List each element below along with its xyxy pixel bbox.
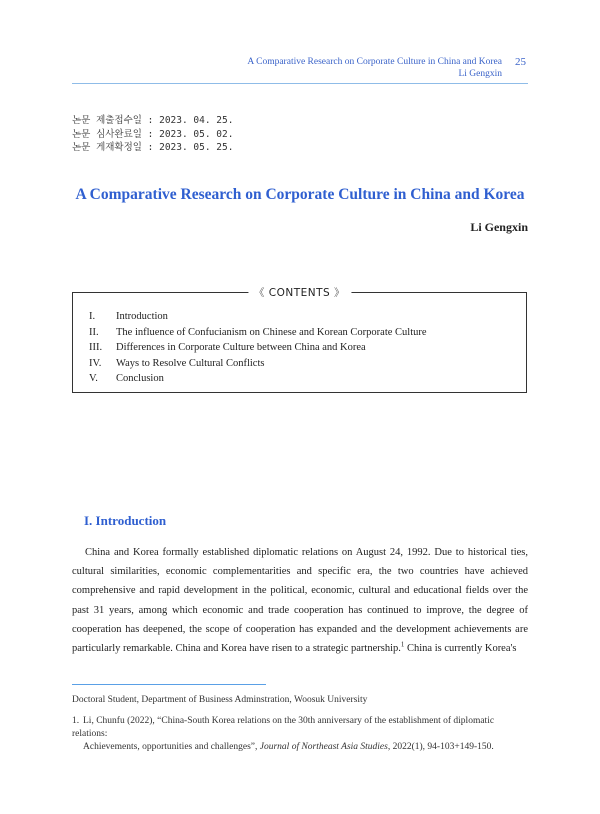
toc-text: The influence of Confucianism on Chinese and Korean Corporate Culture	[116, 326, 427, 338]
toc-text: Ways to Resolve Cultural Conflicts	[116, 357, 265, 369]
toc-number: I.	[89, 311, 96, 322]
toc-number: II.	[89, 326, 99, 338]
running-head-author: Li Gengxin	[458, 69, 502, 79]
footnote-rule	[72, 684, 266, 685]
date-accepted: 논문 게재확정일 : 2023. 05. 25.	[72, 142, 234, 153]
author-affiliation: Doctoral Student, Department of Business Adminstration, Woosuk University	[72, 695, 368, 705]
contents-label: 《 CONTENTS 》	[248, 285, 351, 300]
running-head-title: A Comparative Research on Corporate Culture in China and Korea	[247, 57, 502, 67]
toc-item	[89, 309, 427, 325]
toc-item	[89, 340, 427, 356]
footnote-journal: Journal of Northeast Asia Studies	[259, 742, 388, 752]
toc-text: Introduction	[116, 311, 168, 322]
body-paragraph	[72, 543, 528, 658]
header-rule	[72, 83, 528, 84]
toc-item	[89, 325, 427, 341]
toc-number: V.	[89, 373, 98, 384]
section-heading: I. Introduction	[84, 513, 167, 528]
toc-number: IV.	[89, 357, 102, 369]
body-text-main: China and Korea formally established diplomatic relations on August 24, 1992. Due to historical ties, cultural similarities, economic complementarities and specific era, the two countries have achieved comprehensive and rapid development in the political, economic, cultural and educational fields over the past 31 years, among which economic and trade cooperation has continued to improve, the degree of cooperation has deepened, the scope of cooperation has expanded and the development achievements are particularly remarkable. China and Korea have risen to a strategic partnership.	[72, 547, 528, 655]
date-submitted: 논문 제출접수일 : 2023. 04. 25.	[72, 115, 234, 126]
paper-author: Li Gengxin	[470, 220, 528, 234]
toc-text: Conclusion	[116, 373, 164, 384]
paper-title: A Comparative Research on Corporate Culture in China and Korea	[75, 186, 525, 203]
footnote	[72, 715, 528, 754]
toc-item	[89, 356, 427, 372]
footnote-text-cont: Achievements, opportunities and challenges”,	[83, 742, 260, 752]
contents-list	[89, 309, 427, 387]
page-number: 25	[515, 56, 526, 68]
contents-box	[72, 287, 527, 393]
footnote-number: 1.	[72, 716, 80, 726]
footnote-line2	[72, 741, 528, 754]
toc-number: III.	[89, 342, 103, 353]
footnote-ref: 1	[400, 640, 405, 649]
body-text-tail: China is currently Korea's	[404, 643, 517, 655]
footnote-citation-end: , 2022(1), 94-103+149-150.	[387, 742, 494, 752]
footnote-text: Li, Chunfu (2022), “China-South Korea relations on the 30th anniversary of the establishment of diplomatic relations:	[72, 716, 495, 739]
footnote-line1	[72, 715, 528, 741]
date-reviewed: 논문 심사완료일 : 2023. 05. 02.	[72, 128, 234, 140]
submission-dates	[72, 114, 233, 155]
toc-text: Differences in Corporate Culture between China and Korea	[116, 342, 366, 353]
running-head	[247, 56, 502, 80]
toc-item	[89, 371, 427, 387]
